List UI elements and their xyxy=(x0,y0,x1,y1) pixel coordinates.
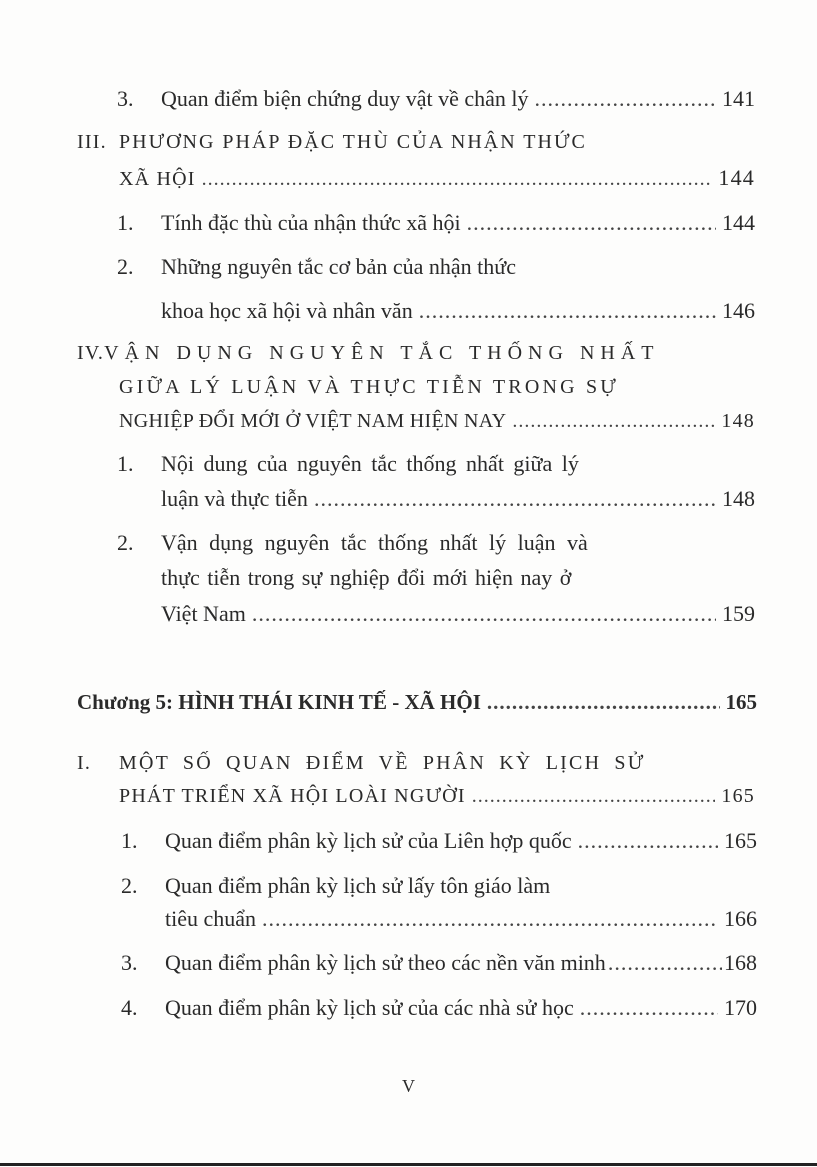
toc-title: MỘT SỐ QUAN ĐIỂM VỀ PHÂN KỲ LỊCH SỬ xyxy=(119,752,646,774)
toc-number: 3. xyxy=(117,86,134,111)
toc-page: 141 xyxy=(722,86,755,111)
toc-number: IV. xyxy=(77,342,105,364)
toc-entry xyxy=(117,86,755,112)
page-number: V xyxy=(402,1076,415,1096)
toc-page: 148 xyxy=(722,486,755,511)
toc-page: 146 xyxy=(722,298,755,323)
toc-title: Quan điểm biện chứng duy vật về chân lý xyxy=(161,86,529,111)
toc-entry xyxy=(121,950,757,976)
dot-leader xyxy=(419,298,716,324)
dot-leader xyxy=(512,410,715,433)
toc-number: 2. xyxy=(117,254,134,279)
dot-leader xyxy=(535,86,717,112)
toc-number: 1. xyxy=(121,828,138,853)
toc-number: 3. xyxy=(121,950,138,975)
bottom-border xyxy=(0,1163,817,1166)
toc-number: 1. xyxy=(117,451,134,476)
toc-number: 2. xyxy=(121,873,138,898)
toc-entry-heading-line2 xyxy=(119,376,659,399)
toc-title: Quan điểm phân kỳ lịch sử của Liên hợp quốc xyxy=(165,828,572,853)
toc-page: 144 xyxy=(718,165,755,190)
chapter-title: Chương 5: HÌNH THÁI KINH TẾ - XÃ HỘI xyxy=(77,690,481,714)
dot-leader xyxy=(580,995,718,1021)
toc-entry xyxy=(161,486,755,512)
toc-title-cont: PHÁT TRIỂN XÃ HỘI LOÀI NGƯỜI xyxy=(119,785,466,807)
toc-title: GIỮA LÝ LUẬN VÀ THỰC TIỄN TRONG SỰ xyxy=(119,376,619,398)
dot-leader xyxy=(487,690,720,715)
toc-number: 4. xyxy=(121,995,138,1020)
toc-page: 148 xyxy=(721,410,755,432)
toc-title: Vận dụng nguyên tắc thống nhất lý luận và xyxy=(161,530,588,555)
toc-page: 168 xyxy=(724,950,757,975)
toc-page: 166 xyxy=(724,906,757,931)
toc-page: 165 xyxy=(721,785,755,807)
toc-title: Quan điểm phân kỳ lịch sử lấy tôn giáo làm xyxy=(165,873,551,898)
toc-title-cont: XÃ HỘI xyxy=(119,168,196,190)
dot-leader xyxy=(202,168,713,191)
toc-title: Những nguyên tắc cơ bản của nhận thức xyxy=(161,254,516,279)
toc-title: thực tiễn trong sự nghiệp đổi mới hiện nay ở xyxy=(161,565,572,590)
toc-title: PHƯƠNG PHÁP ĐẶC THÙ CỦA NHẬN THỨC xyxy=(119,131,587,153)
toc-page: 165 xyxy=(724,828,757,853)
toc-entry-heading xyxy=(77,342,660,365)
toc-title: VẬN DỤNG NGUYÊN TẮC THỐNG NHẤT xyxy=(104,342,660,364)
toc-number: 1. xyxy=(117,210,134,235)
toc-entry-heading-line2 xyxy=(161,565,571,591)
toc-title-cont: khoa học xã hội và nhân văn xyxy=(161,298,413,323)
toc-entry-heading xyxy=(77,752,667,775)
toc-entry xyxy=(119,410,755,433)
toc-title: Quan điểm phân kỳ lịch sử theo các nền văn minh xyxy=(165,950,606,975)
dot-leader xyxy=(262,906,718,932)
toc-page: 159 xyxy=(722,601,755,626)
chapter-entry xyxy=(77,690,757,715)
toc-entry xyxy=(119,165,755,191)
dot-leader xyxy=(578,828,718,854)
toc-entry-heading xyxy=(117,451,579,477)
toc-page: 144 xyxy=(722,210,755,235)
toc-entry xyxy=(119,785,755,808)
toc-title: Quan điểm phân kỳ lịch sử của các nhà sử học xyxy=(165,995,574,1020)
toc-title-cont: luận và thực tiễn xyxy=(161,486,308,511)
toc-entry-heading xyxy=(121,873,550,899)
toc-entry xyxy=(121,995,757,1021)
toc-entry xyxy=(121,828,757,854)
toc-entry xyxy=(117,210,755,236)
toc-number: III. xyxy=(77,131,107,153)
toc-title-cont: NGHIỆP ĐỔI MỚI Ở VIỆT NAM HIỆN NAY xyxy=(119,410,507,432)
dot-leader xyxy=(314,486,716,512)
toc-entry-heading xyxy=(77,131,647,154)
toc-entry-heading xyxy=(117,254,516,280)
toc-entry xyxy=(161,601,755,627)
toc-entry xyxy=(161,298,755,324)
toc-title-cont: tiêu chuẩn xyxy=(165,906,257,931)
toc-entry xyxy=(165,906,757,932)
dot-leader xyxy=(467,210,716,236)
dot-leader xyxy=(252,601,716,627)
toc-entry-heading xyxy=(117,530,588,556)
chapter-page: 165 xyxy=(725,690,757,714)
toc-number: 2. xyxy=(117,530,134,555)
toc-title-cont: Việt Nam xyxy=(161,601,246,626)
dot-leader xyxy=(472,785,716,808)
toc-title: Tính đặc thù của nhận thức xã hội xyxy=(161,210,461,235)
dot-leader xyxy=(608,950,722,976)
toc-title: Nội dung của nguyên tắc thống nhất giữa lý xyxy=(161,451,579,476)
toc-page: 170 xyxy=(724,995,757,1020)
toc-number: I. xyxy=(77,752,92,774)
